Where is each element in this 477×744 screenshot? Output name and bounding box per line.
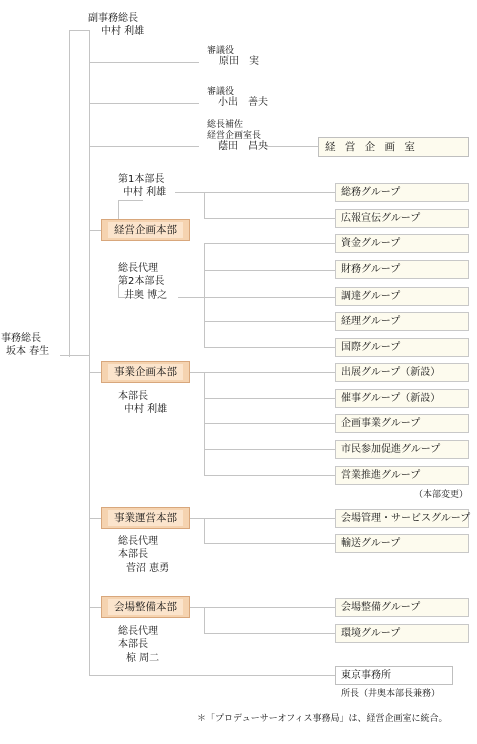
group-box: 催事グループ（新設） <box>335 389 469 408</box>
deputy-secretary-name: 中村 利雄 <box>101 26 145 37</box>
tokyo-office-box: 東京事務所 <box>335 666 453 685</box>
connector <box>204 633 335 634</box>
hq1-deputy-title-1: 総長代理 <box>118 263 158 274</box>
connector <box>204 243 335 244</box>
connector <box>204 607 205 633</box>
group-box: 輸送グループ <box>335 534 469 553</box>
hq3-staff-name: 菅沼 恵勇 <box>126 563 170 574</box>
councilor-1-name: 原田 実 <box>219 56 259 67</box>
connector <box>204 192 205 218</box>
councilor-2-title: 審議役 <box>207 87 235 97</box>
group-box: 会場管理・サービスグループ <box>335 509 469 528</box>
hq3-box: 事業運営本部 <box>101 507 190 529</box>
connector <box>89 62 199 63</box>
deputy-secretary-title: 副事務総長 <box>88 13 138 24</box>
connector <box>204 543 335 544</box>
hq2-box: 事業企画本部 <box>101 361 190 383</box>
connector <box>204 423 335 424</box>
assistant-title-1: 総長補佐 <box>207 120 244 130</box>
hq1-deputy-title-2: 第2本部長 <box>118 276 165 287</box>
connector <box>89 30 90 675</box>
connector <box>178 297 335 298</box>
connector <box>204 218 335 219</box>
connector <box>175 192 335 193</box>
secretary-general-title: 事務総長 <box>1 333 41 344</box>
group-box: 調達グループ <box>335 287 469 306</box>
connector <box>89 518 101 519</box>
hq1-deputy-name: 井奥 博之 <box>124 290 168 301</box>
group-box: 財務グループ <box>335 260 469 279</box>
connector <box>204 449 335 450</box>
connector <box>204 270 335 271</box>
group-box: 国際グループ <box>335 338 469 357</box>
connector <box>204 321 335 322</box>
connector <box>89 146 199 147</box>
councilor-2-name: 小出 善夫 <box>218 97 268 108</box>
group-box: 企画事業グループ <box>335 414 469 433</box>
councilor-1-title: 審議役 <box>207 46 235 56</box>
connector <box>89 230 101 231</box>
hq3-staff-2: 本部長 <box>118 549 148 560</box>
group-box: 市民参加促進グループ <box>335 440 469 459</box>
connector <box>89 372 101 373</box>
connector <box>89 675 335 676</box>
connector <box>190 372 335 373</box>
connector <box>204 347 335 348</box>
hq1-box: 経営企画本部 <box>101 219 190 241</box>
hq4-box: 会場整備本部 <box>101 596 190 618</box>
hq2-head-name: 中村 利雄 <box>124 404 168 415</box>
connector <box>190 518 335 519</box>
hq2-head-title: 本部長 <box>118 391 148 402</box>
connector <box>204 398 335 399</box>
hq4-staff-name: 椋 周二 <box>126 653 160 664</box>
hq4-staff-2: 本部長 <box>118 639 148 650</box>
group-box: 会場整備グループ <box>335 598 469 617</box>
group-box: 資金グループ <box>335 234 469 253</box>
group-box: 出展グループ（新設） <box>335 363 469 382</box>
assistant-title-2: 経営企画室長 <box>207 131 262 141</box>
assistant-name: 蔭田 昌央 <box>218 141 268 152</box>
connector <box>118 200 143 201</box>
hq2-note: （本部変更） <box>414 490 469 500</box>
hq3-staff-1: 総長代理 <box>118 536 158 547</box>
hq1-head-name: 中村 利雄 <box>123 187 167 198</box>
group-box: 経理グループ <box>335 312 469 331</box>
connector <box>204 243 205 347</box>
connector <box>265 146 318 147</box>
tokyo-office-note: 所長（井奥本部長兼務） <box>341 689 441 699</box>
connector <box>69 30 90 31</box>
hq1-head-title: 第1本部長 <box>118 174 165 185</box>
connector <box>60 355 89 356</box>
group-box: 営業推進グループ <box>335 466 469 485</box>
connector <box>190 607 335 608</box>
connector <box>204 475 335 476</box>
group-box: 総務グループ <box>335 183 469 202</box>
secretary-general-name: 坂本 春生 <box>6 346 50 357</box>
hq4-staff-1: 総長代理 <box>118 626 158 637</box>
footnote: ＊「プロデューサーオフィス事務局」は、経営企画室に統合。 <box>197 714 448 724</box>
connector <box>89 607 101 608</box>
connector <box>89 103 199 104</box>
connector <box>204 518 205 543</box>
group-box: 広報宣伝グループ <box>335 209 469 228</box>
connector <box>69 30 70 357</box>
planning-office-box: 経 営 企 画 室 <box>318 137 469 157</box>
group-box: 環境グループ <box>335 624 469 643</box>
